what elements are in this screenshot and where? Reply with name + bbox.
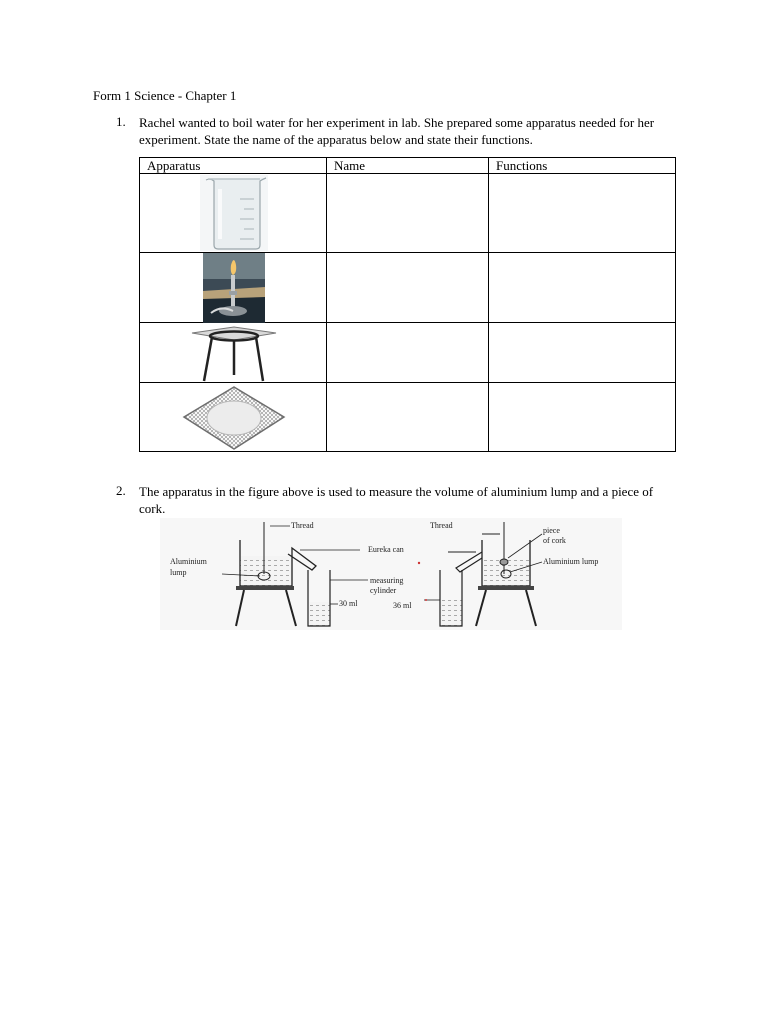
functions-cell[interactable] (489, 323, 676, 383)
beaker-icon (200, 175, 268, 251)
label-aluminium-lump-line2: lump (170, 568, 187, 577)
question-2-number: 2. (116, 483, 126, 498)
label-volume-right: 36 ml (393, 601, 412, 610)
label-eureka-can: Eureka can (368, 545, 404, 554)
table-row (140, 174, 676, 253)
header-name: Name (327, 158, 489, 174)
question-1-text: Rachel wanted to boil water for her experiment in lab. She prepared some apparatus needed for her experiment. State the name of the apparatus below and state their functions. (139, 115, 655, 147)
table-row (140, 383, 676, 452)
page-title: Form 1 Science - Chapter 1 (93, 88, 237, 103)
table-header-row (140, 158, 676, 174)
apparatus-cell (140, 253, 327, 323)
functions-cell[interactable] (489, 253, 676, 323)
label-cork-line1: piece (543, 526, 560, 535)
label-thread-right: Thread (430, 521, 453, 530)
functions-cell[interactable] (489, 174, 676, 253)
apparatus-cell (140, 174, 327, 253)
label-aluminium-lump-right: Aluminium lump (543, 557, 599, 566)
tripod-stand-icon (190, 323, 278, 383)
name-cell[interactable] (327, 383, 489, 452)
table-row (140, 323, 676, 383)
apparatus-cell (140, 383, 327, 452)
table-row (140, 253, 676, 323)
label-thread-left: Thread (291, 521, 314, 530)
label-measuring-line1: measuring (370, 576, 404, 585)
eureka-can-figure (160, 518, 622, 630)
apparatus-table (139, 157, 676, 452)
header-apparatus: Apparatus (140, 158, 327, 174)
name-cell[interactable] (327, 174, 489, 253)
question-1-number: 1. (116, 114, 126, 129)
bunsen-burner-icon (203, 253, 265, 323)
apparatus-cell (140, 323, 327, 383)
name-cell[interactable] (327, 323, 489, 383)
label-aluminium-lump-line1: Aluminium (170, 557, 207, 566)
question-2-text: The apparatus in the figure above is used to measure the volume of aluminium lump and a piece of cork. (139, 484, 654, 516)
label-volume-left: 30 ml (339, 599, 358, 608)
header-functions: Functions (489, 158, 676, 174)
label-measuring-line2: cylinder (370, 586, 397, 595)
wire-gauze-icon (182, 385, 286, 451)
functions-cell[interactable] (489, 383, 676, 452)
name-cell[interactable] (327, 253, 489, 323)
label-cork-line2: of cork (543, 536, 566, 545)
